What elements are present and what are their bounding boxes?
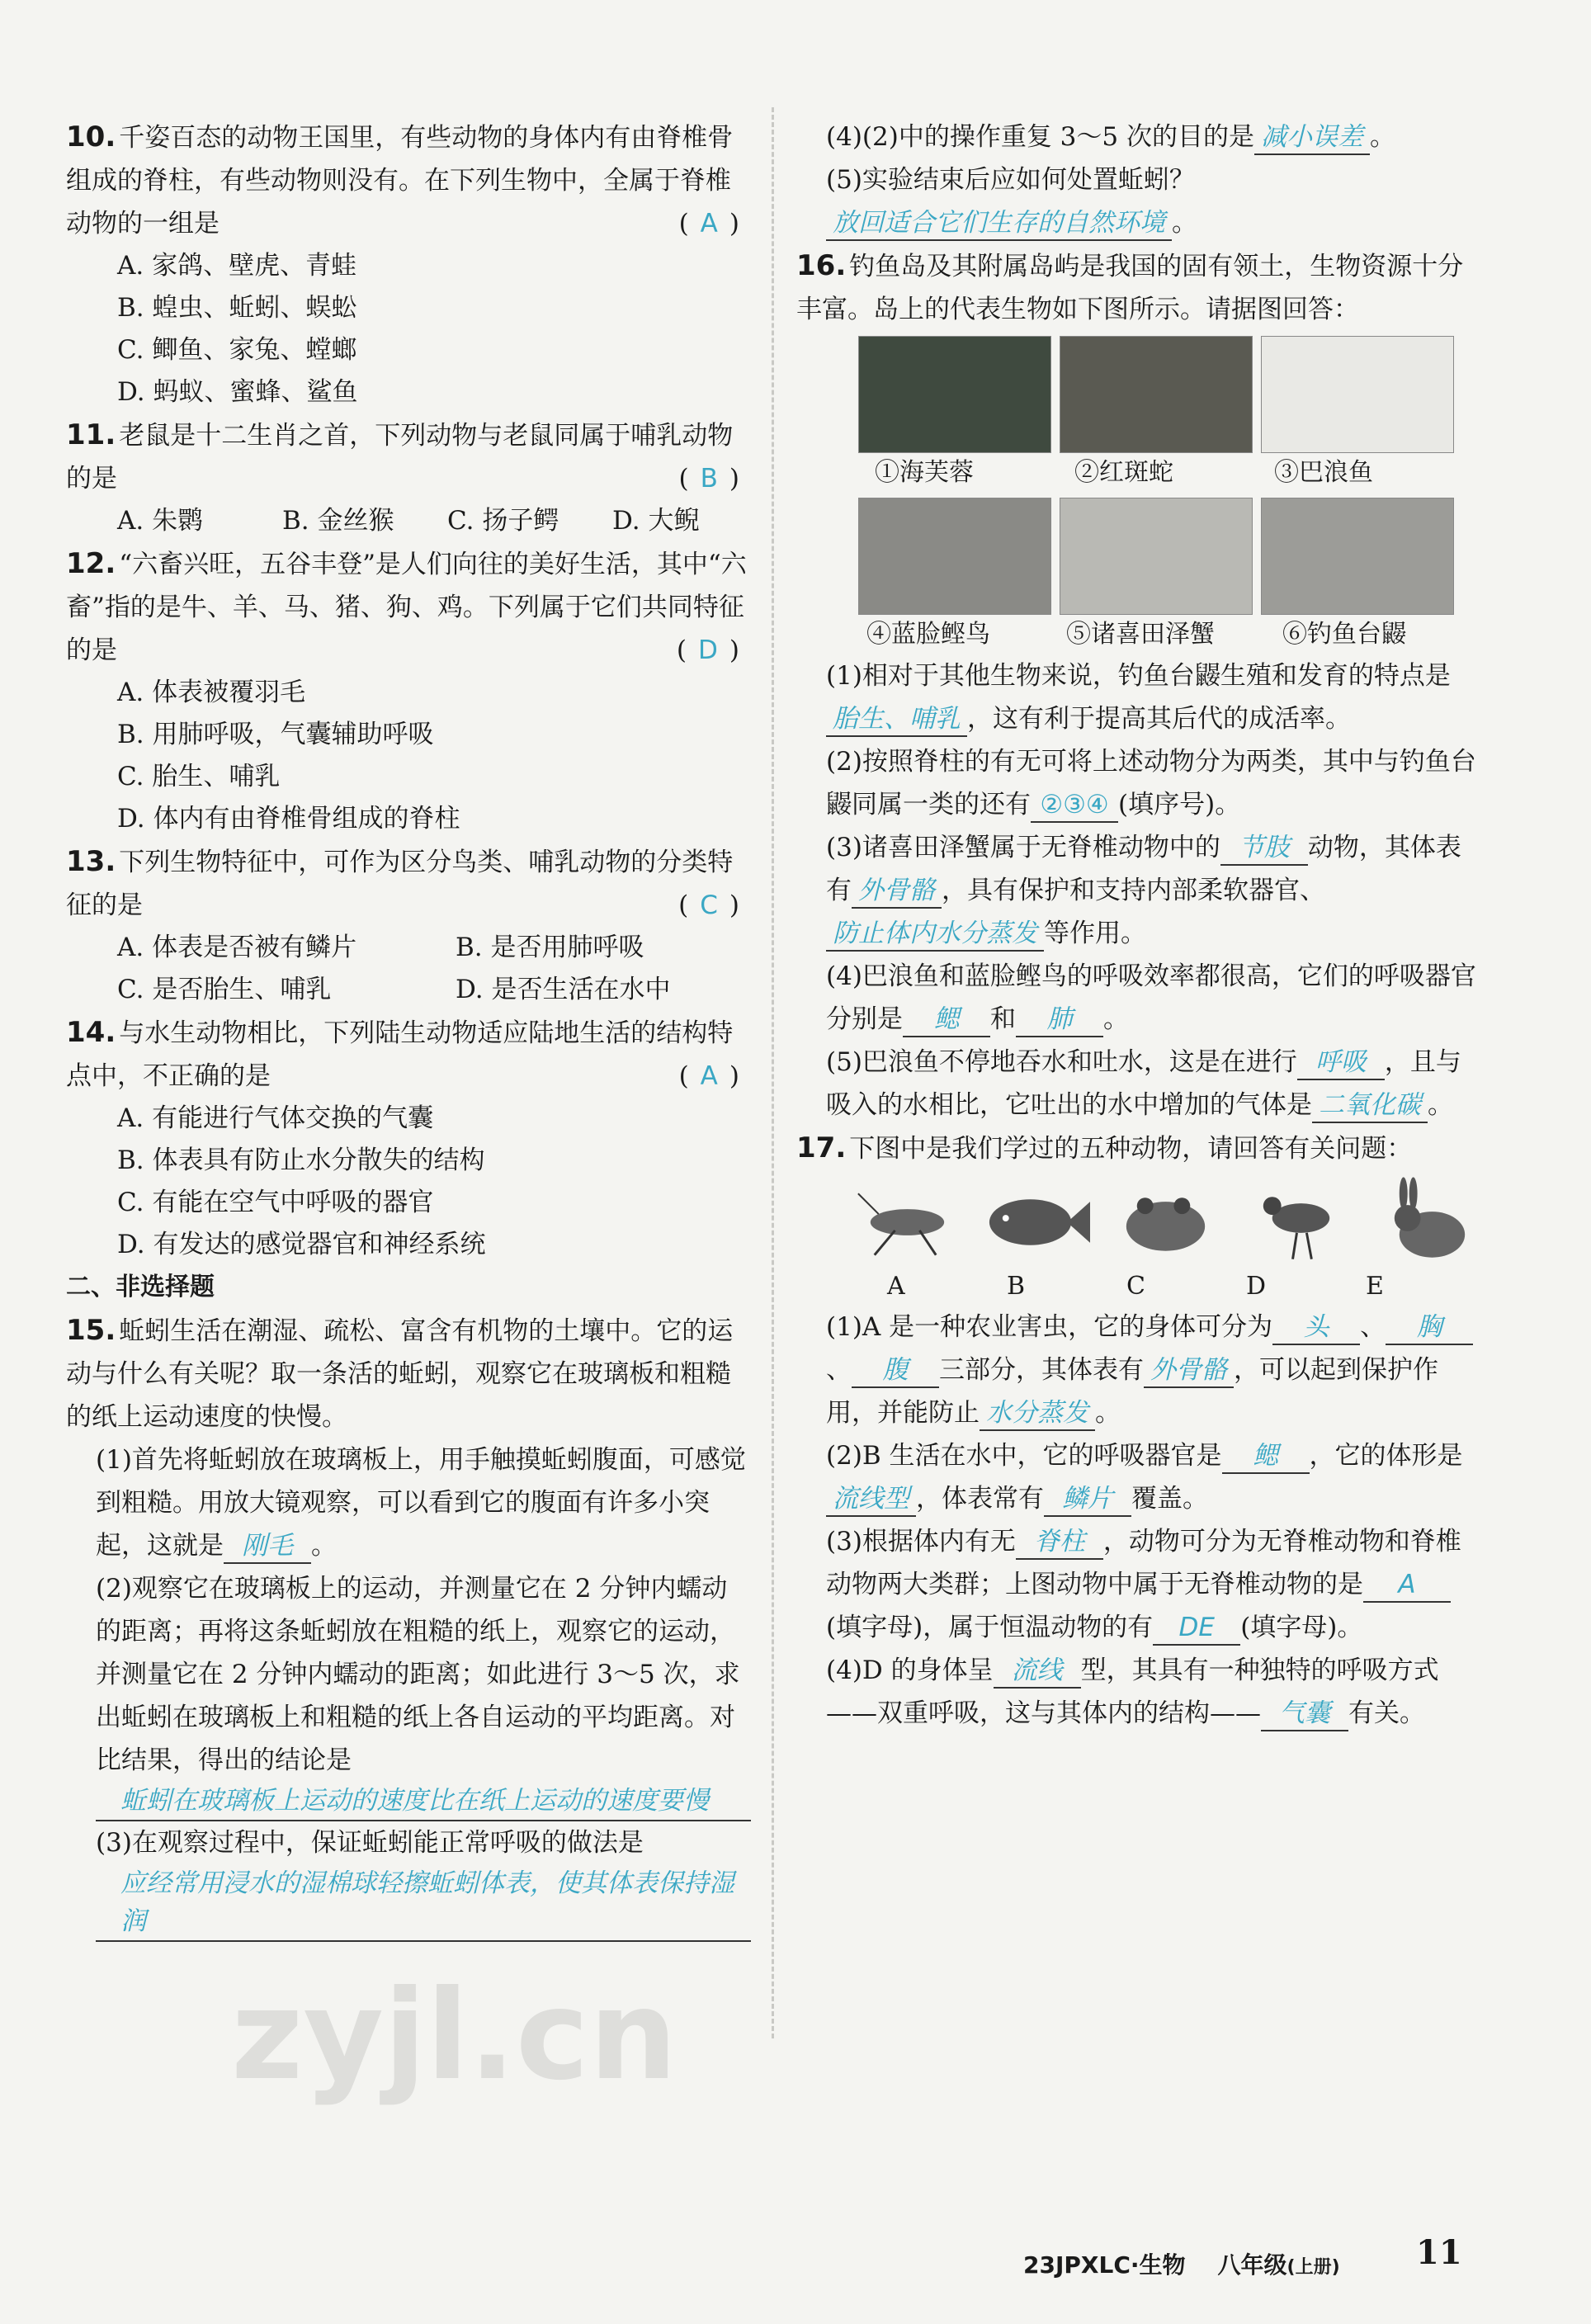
right-column: [796, 116, 1485, 1735]
option: D. 大鲵: [612, 506, 700, 536]
photo-booby-bird: [858, 498, 1051, 615]
answer-blank: 流线: [994, 1654, 1081, 1689]
column-divider: [772, 107, 774, 2038]
answer-paren: (A): [678, 209, 751, 239]
option: B. 用肺呼吸，气囊辅助呼吸: [117, 720, 434, 749]
left-column: [66, 116, 751, 1942]
animal-labels: [796, 1268, 1485, 1306]
question-13: [66, 840, 751, 927]
option: C. 扬子鳄: [447, 506, 559, 536]
answer: B: [700, 464, 729, 494]
part-text: 动物，其体表有: [826, 833, 1461, 905]
options-row: [66, 927, 751, 969]
question-text: “六畜兴旺，五谷丰登”是人们向往的美好生活，其中“六畜”指的是牛、羊、马、猪、狗、鸡。下列属于它们共同特征的是: [66, 550, 747, 665]
question-16: [796, 244, 1485, 331]
options-row: [66, 969, 751, 1011]
caption: ⑥钓鱼台鼹: [1282, 620, 1406, 649]
animal-label: E: [1366, 1272, 1384, 1301]
question-12: [66, 542, 751, 672]
q17-part-3: [796, 1520, 1485, 1649]
question-text: 蚯蚓生活在潮湿、疏松、富含有机物的土壤中。它的运动与什么有关呢？取一条活的蚯蚓，观察它在玻璃板和粗糙的纸上运动速度的快慢。: [66, 1316, 734, 1432]
answer-blank: 鳞片: [1044, 1482, 1131, 1517]
part-text: (5)巴浪鱼不停地吞水和吐水，这是在进行: [826, 1047, 1297, 1077]
answer-blank: 肺: [1016, 1003, 1103, 1037]
book-code: 23JPXLC·生物: [1023, 2251, 1186, 2279]
answer: A: [700, 1061, 729, 1091]
answer-blank: 蚯蚓在玻璃板上运动的速度比在纸上运动的速度要慢: [96, 1782, 751, 1821]
answer-paren: (C): [678, 890, 751, 920]
question-number: 16.: [796, 249, 847, 282]
option: B. 蝗虫、蚯蚓、蜈蚣: [117, 293, 357, 323]
question-number: 12.: [66, 547, 116, 580]
answer-blank: 防止体内水分蒸发: [826, 917, 1044, 952]
option: C. 胎生、哺乳: [117, 762, 281, 791]
question-10: [66, 116, 751, 245]
option: D. 有发达的感觉器官和神经系统: [117, 1230, 486, 1259]
answer-blank: 腹: [852, 1353, 939, 1388]
answer-paren: (A): [678, 1061, 751, 1091]
answer-paren: (B): [678, 464, 751, 494]
question-text: 千姿百态的动物王国里，有些动物的身体内有由脊椎骨组成的脊柱，有些动物则没有。在下列生物中，全属于脊椎动物的一组是: [66, 123, 734, 239]
q17-part-2: [796, 1434, 1485, 1520]
part-text: (填字母)。: [1240, 1613, 1363, 1642]
answer: D: [698, 635, 729, 665]
section-heading: 二、非选择题: [66, 1273, 215, 1301]
option: A. 有能进行气体交换的气囊: [117, 1103, 434, 1133]
answer-blank: 放回适合它们生存的自然环境: [826, 206, 1172, 241]
part-text: (3)根据体内有无: [826, 1527, 1016, 1556]
grasshopper-icon: [846, 1177, 961, 1268]
question-15: [66, 1309, 751, 1438]
volume-label: (上册): [1286, 2257, 1340, 2278]
answer: C: [700, 890, 729, 920]
frog-icon: [1108, 1177, 1223, 1268]
question-text: 钓鱼岛及其附属岛屿是我国的固有领土，生物资源十分丰富。岛上的代表生物如下图所示。请据图回答：: [796, 252, 1464, 324]
part-text: (3)诸喜田泽蟹属于无脊椎动物中的: [826, 833, 1220, 862]
answer-blank: 头: [1272, 1311, 1360, 1345]
q16-part-5: (5)巴浪鱼不停地吞水和吐水，这是在进行 呼吸 ，且与吸入的水相比，它吐出的水中增加的气体是 二氧化碳 。: [796, 1041, 1485, 1127]
question-14: [66, 1011, 751, 1098]
part-text: 有关。: [1348, 1698, 1425, 1728]
option: C. 有能在空气中呼吸的器官: [117, 1188, 434, 1217]
q15-part-5: (5)实验结束后应如何处置蚯蚓？放回适合它们生存的自然环境 。: [796, 158, 1485, 244]
question-number: 10.: [66, 120, 116, 154]
answer-blank: ②③④: [1031, 788, 1118, 823]
part-text: (4)巴浪鱼和蓝脸鲣鸟的呼吸效率都很高，它们的呼吸器官分别是: [826, 961, 1476, 1034]
part-text: 和: [990, 1004, 1016, 1034]
part-text: (4)(2)中的操作重复 3～5 次的目的是: [826, 122, 1254, 152]
question-text: 下列生物特征中，可作为区分鸟类、哺乳动物的分类特征的是: [66, 848, 734, 920]
q16-part-3: [796, 826, 1485, 955]
photo-mole: [1261, 498, 1454, 615]
part-text: (填序号)。: [1118, 790, 1241, 820]
option: B. 金丝猴: [282, 506, 394, 536]
answer-blank: DE: [1153, 1611, 1240, 1646]
option: B. 是否用肺呼吸: [456, 933, 644, 962]
grade-label: 八年级: [1217, 2251, 1287, 2279]
answer-blank: 节肢: [1220, 831, 1308, 866]
part-text: 覆盖。: [1131, 1484, 1208, 1514]
answer-blank: 鳃: [1222, 1439, 1310, 1474]
answer-blank: 流线型: [826, 1482, 916, 1517]
photo-fish: [1261, 336, 1454, 453]
question-number: 13.: [66, 845, 116, 878]
part-text: (4)D 的身体呈: [826, 1656, 994, 1685]
answer: A: [700, 209, 729, 239]
question-text: 老鼠是十二生肖之首，下列动物与老鼠同属于哺乳动物的是: [66, 421, 734, 494]
photo-sea-lavender: [858, 336, 1051, 453]
photo-snake: [1060, 336, 1253, 453]
bird-icon: [1239, 1177, 1354, 1268]
caption: ②红斑蛇: [1074, 458, 1173, 487]
caption-row-1: [796, 453, 1485, 493]
watermark: zyjl.cn: [231, 1964, 677, 2108]
animal-label: B: [1007, 1272, 1026, 1301]
question-number: 17.: [796, 1131, 847, 1164]
part-text: (1)首先将蚯蚓放在玻璃板上，用手触摸蚯蚓腹面，可感觉到粗糙。用放大镜观察，可以看到它的腹面有许多小突起，这就是: [96, 1445, 746, 1561]
rabbit-icon: [1371, 1177, 1485, 1268]
part-text: 等作用。: [1044, 919, 1146, 948]
animal-label: D: [1246, 1272, 1267, 1301]
answer-blank: 脊柱: [1016, 1525, 1103, 1560]
question-number: 14.: [66, 1016, 116, 1049]
q15-part-4: (4)(2)中的操作重复 3～5 次的目的是 减小误差 。: [796, 116, 1485, 158]
photo-row-2: [796, 498, 1485, 615]
part-text: (1)A 是一种农业害虫，它的身体可分为: [826, 1312, 1273, 1342]
part-text: 型，其具有一种独特的呼吸方式——双重呼吸，这与其体内的结构——: [826, 1656, 1439, 1728]
part-text: (3)在观察过程中，保证蚯蚓能正常呼吸的做法是: [96, 1828, 644, 1858]
answer-blank: 减小误差: [1254, 120, 1370, 155]
answer-blank: 应经常用浸水的湿棉球轻擦蚯蚓体表，使其体表保持湿润: [96, 1864, 751, 1942]
option: A. 朱鹮: [117, 506, 204, 536]
question-text: 下图中是我们学过的五种动物，请回答有关问题：: [849, 1134, 1413, 1164]
part-text: (5)实验结束后应如何处置蚯蚓？: [826, 165, 1195, 195]
option: D. 是否生活在水中: [456, 975, 671, 1004]
caption: ①海芙蓉: [875, 458, 974, 487]
part-text: ，体表常有: [916, 1484, 1044, 1514]
part-text: 三部分，其体表有: [939, 1355, 1144, 1385]
question-11: [66, 413, 751, 500]
answer-blank: 呼吸: [1297, 1046, 1385, 1080]
animal-label: C: [1126, 1272, 1145, 1301]
part-text: (填字母)，属于恒温动物的有: [826, 1613, 1154, 1642]
answer-blank: 气囊: [1261, 1697, 1348, 1731]
caption-row-2: [796, 615, 1485, 654]
q17-part-1: (1)A 是一种农业害虫，它的身体可分为 头 、 胸、 腹 三部分，其体表有 外骨骼 ，可以起到保护作用，并能防止 水分蒸发 。: [796, 1306, 1485, 1434]
question-17: [796, 1127, 1485, 1170]
q15-part-2: [66, 1567, 751, 1821]
q17-part-4: [796, 1649, 1485, 1735]
option: D. 蚂蚁、蜜蜂、鲨鱼: [117, 377, 358, 407]
part-text: ，且与吸入的水相比，它吐出的水中增加的气体是: [826, 1047, 1461, 1120]
q15-part-3: [66, 1821, 751, 1942]
question-number: 15.: [66, 1314, 116, 1347]
part-text: ，它的体形是: [1309, 1441, 1463, 1471]
caption: ⑤诸喜田泽蟹: [1066, 620, 1215, 649]
animal-label: A: [887, 1272, 905, 1301]
part-text: ，可以起到保护作用，并能防止: [826, 1355, 1438, 1428]
answer-blank: 鳃: [903, 1003, 990, 1037]
answer-blank: 外骨骼: [852, 874, 942, 909]
answer-paren: (D): [676, 635, 751, 665]
option: D. 体内有由脊椎骨组成的脊柱: [117, 804, 460, 834]
part-text: (2)B 生活在水中，它的呼吸器官是: [826, 1441, 1222, 1471]
part-text: ，这有利于提高其后代的成活率。: [967, 704, 1351, 734]
answer-blank: A: [1363, 1568, 1451, 1603]
photo-row-1: [796, 336, 1485, 453]
answer-blank: 外骨骼: [1144, 1353, 1234, 1388]
q15-part-1: (1)首先将蚯蚓放在玻璃板上，用手触摸蚯蚓腹面，可感觉到粗糙。用放大镜观察，可以看到它的腹面有许多小突起，这就是 刚毛 。: [66, 1438, 751, 1567]
option: C. 鲫鱼、家兔、螳螂: [117, 335, 357, 365]
answer-blank: 刚毛: [224, 1529, 311, 1564]
answer-blank: 胸: [1386, 1311, 1473, 1345]
fish-icon: [977, 1177, 1092, 1268]
part-text: (2)按照脊柱的有无可将上述动物分为两类，其中与钓鱼台鼹同属一类的还有: [826, 747, 1476, 820]
caption: ③巴浪鱼: [1274, 458, 1373, 487]
q16-part-2: [796, 740, 1485, 826]
page-footer: [1023, 2247, 1340, 2280]
part-text: ，动物可分为无脊椎动物和脊椎动物两大类群；上图动物中属于无脊椎动物的是: [826, 1527, 1461, 1599]
part-text: ，具有保护和支持内部柔软器官、: [942, 876, 1325, 905]
option: C. 是否胎生、哺乳: [117, 975, 332, 1004]
q16-part-1: [796, 654, 1485, 740]
option: B. 体表具有防止水分散失的结构: [117, 1145, 485, 1175]
q16-part-4: (4)巴浪鱼和蓝脸鲣鸟的呼吸效率都很高，它们的呼吸器官分别是 鳃 和 肺 。: [796, 955, 1485, 1041]
option: A. 家鸽、壁虎、青蛙: [117, 251, 357, 281]
page-number: 11: [1416, 2233, 1462, 2272]
option: A. 体表是否被有鳞片: [117, 933, 357, 962]
option: A. 体表被覆羽毛: [117, 678, 306, 707]
question-number: 11.: [66, 418, 116, 451]
answer-blank: 胎生、哺乳: [826, 702, 967, 737]
part-text: (1)相对于其他生物来说，钓鱼台鼹生殖和发育的特点是: [826, 661, 1451, 691]
animal-pictures: [796, 1177, 1485, 1268]
part-text: (2)观察它在玻璃板上的运动，并测量它在 2 分钟内蠕动的距离；再将这条蚯蚓放在粗糙的纸上，观察它的运动，并测量它在 2 分钟内蠕动的距离；如此进行 3～5 次，求出蚯蚓在玻璃板上和粗糙的纸上各自运动的平均距离。对比结果，得出的结论是: [96, 1574, 740, 1775]
options-row: [66, 500, 751, 542]
question-text: 与水生动物相比，下列陆生动物适应陆地生活的结构特点中，不正确的是: [66, 1018, 734, 1091]
answer-blank: 二氧化碳: [1312, 1089, 1428, 1123]
photo-crab: [1060, 498, 1253, 615]
answer-blank: 水分蒸发: [980, 1396, 1095, 1431]
caption: ④蓝脸鲣鸟: [866, 620, 990, 649]
